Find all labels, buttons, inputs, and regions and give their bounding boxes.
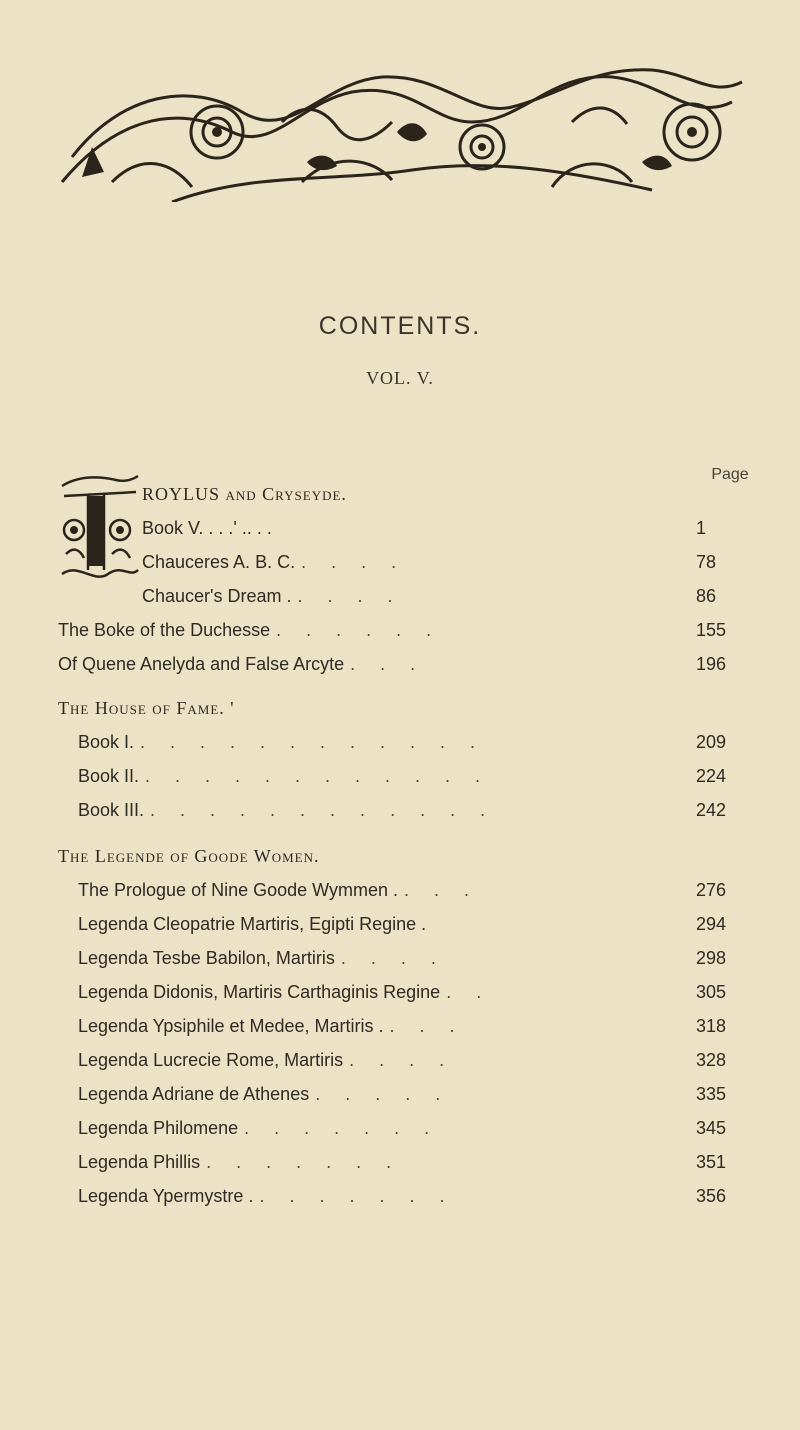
entry-label: Book III.: [78, 800, 145, 820]
entry-page: 351: [696, 1152, 727, 1172]
toc-entry: Legenda Ypermystre . . . . . . . . 356: [78, 1186, 742, 1214]
toc-entry: Of Quene Anelyda and False Arcyte . . . 196: [58, 654, 742, 682]
entry-label: Book I.: [78, 732, 135, 752]
entry-label: The Prologue of Nine Goode Wymmen .: [78, 880, 398, 900]
entry-page: 196: [696, 654, 727, 674]
entry-page: 78: [696, 552, 717, 572]
entry-label: Legenda Cleopatrie Martiris, Egipti Regine .: [78, 914, 427, 934]
entry-page: 345: [696, 1118, 727, 1138]
toc-entry: The Boke of the Duchesse . . . . . . 155: [58, 620, 742, 648]
section-title-troylus: ROYLUS and Cryseyde.: [142, 484, 347, 504]
ornamental-headpiece-icon: [52, 62, 748, 202]
entry-page: 224: [696, 766, 727, 786]
toc-entry: Legenda Ypsiphile et Medee, Martiris . . . . 318: [78, 1016, 742, 1044]
entry-page: 356: [696, 1186, 727, 1206]
entry-page: 242: [696, 800, 727, 820]
page-title: CONTENTS.: [318, 312, 482, 340]
toc-entry: Book I. . . . . . . . . . . . . 209: [78, 732, 742, 760]
entry-label: Chauceres A. B. C.: [142, 552, 296, 572]
entry-page: 1: [696, 518, 707, 538]
toc-entry: Chaucer's Dream . . . . . 86: [142, 586, 742, 614]
entry-label: Book V. . . .' .. . .: [142, 518, 272, 538]
entry-label: Legenda Ypermystre .: [78, 1186, 254, 1206]
entry-label: Legenda Tesbe Babilon, Martiris: [78, 948, 335, 968]
entry-page: 294: [696, 914, 727, 934]
volume-label: VOL. V.: [366, 368, 434, 388]
toc-entry: Legenda Didonis, Martiris Carthaginis Regine . . 305: [78, 982, 742, 1010]
entry-label: Legenda Philomene: [78, 1118, 239, 1138]
entry-label: Legenda Ypsiphile et Medee, Martiris .: [78, 1016, 384, 1036]
entry-label: Chaucer's Dream .: [142, 586, 292, 606]
entry-label: Legenda Adriane de Athenes: [78, 1084, 310, 1104]
entry-page: 335: [696, 1084, 727, 1104]
entry-page: 276: [696, 880, 727, 900]
page-column-label: Page: [711, 466, 749, 483]
entry-page: 155: [696, 620, 727, 640]
entry-page: 318: [696, 1016, 727, 1036]
entry-page: 328: [696, 1050, 727, 1070]
entry-label: Book II.: [78, 766, 140, 786]
toc-entry: The Prologue of Nine Goode Wymmen . . . . 276: [78, 880, 742, 908]
toc-entry: Chauceres A. B. C. . . . . 78: [142, 552, 742, 580]
toc-entry: Legenda Lucrecie Rome, Martiris . . . . 328: [78, 1050, 742, 1078]
toc-entry: Legenda Adriane de Athenes . . . . . 335: [78, 1084, 742, 1112]
toc-entry: Book III. . . . . . . . . . . . . 242: [78, 800, 742, 828]
entry-page: 209: [696, 732, 727, 752]
toc-entry: Legenda Phillis . . . . . . . 351: [78, 1152, 742, 1180]
section-title-legende: The Legende of Goode Women.: [58, 846, 320, 866]
entry-label: Legenda Lucrecie Rome, Martiris: [78, 1050, 344, 1070]
entry-page: 86: [696, 586, 717, 606]
toc-entry: Legenda Tesbe Babilon, Martiris . . . . 298: [78, 948, 742, 976]
entry-label: The Boke of the Duchesse: [58, 620, 271, 640]
toc-entry: [142, 518, 742, 546]
decorated-initial-t-icon: [58, 474, 140, 586]
toc-entry: Book II. . . . . . . . . . . . . 224: [78, 766, 742, 794]
entry-page: 305: [696, 982, 727, 1002]
entry-label: Legenda Phillis: [78, 1152, 201, 1172]
toc-entry: [78, 914, 742, 942]
entry-label: Legenda Didonis, Martiris Carthaginis Regine: [78, 982, 441, 1002]
entry-page: 298: [696, 948, 727, 968]
toc-entry: Legenda Philomene . . . . . . . 345: [78, 1118, 742, 1146]
section-title-house-of-fame: The House of Fame. ': [58, 698, 235, 718]
entry-label: Of Quene Anelyda and False Arcyte: [58, 654, 345, 674]
